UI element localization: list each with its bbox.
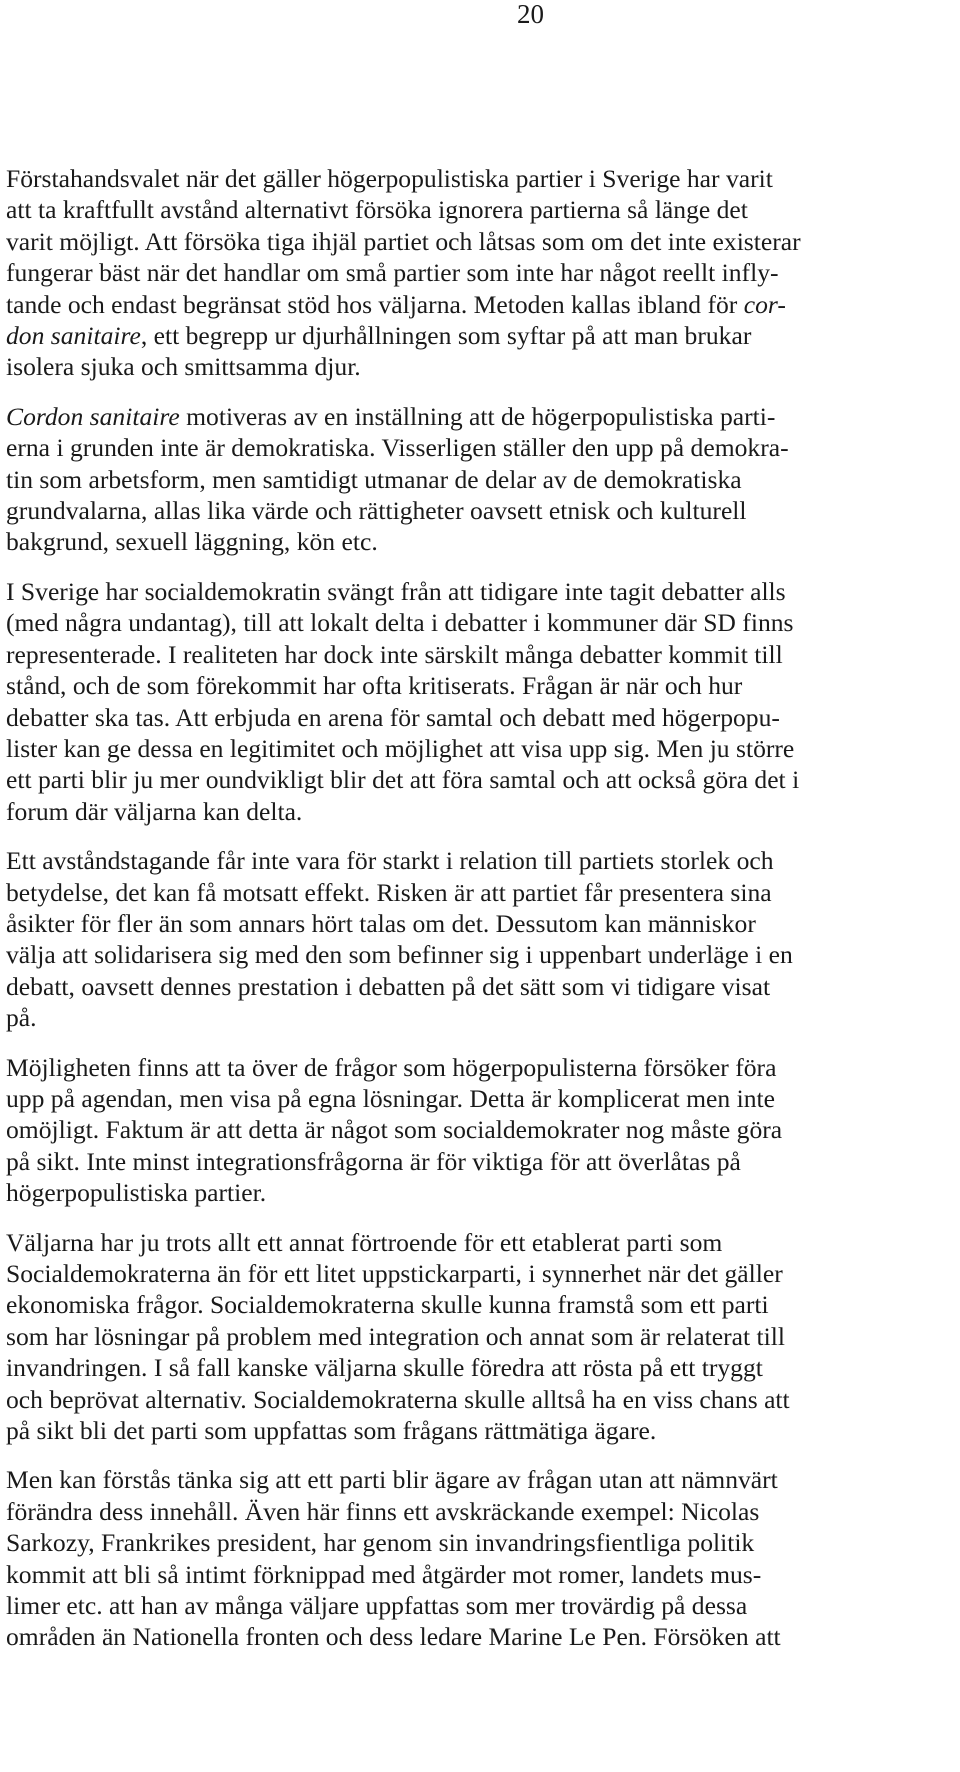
text-line (6, 1384, 950, 1415)
text-segment: att ta kraftfullt avstånd alternativt försöka ignorera partierna så länge det (6, 195, 748, 225)
text-line (6, 1289, 950, 1320)
text-segment: på. (6, 1003, 37, 1033)
text-line (6, 495, 950, 526)
text-line (6, 526, 950, 557)
text-segment: Men kan förstås tänka sig att ett parti blir ägare av frågan utan att nämnvärt (6, 1465, 778, 1495)
text-segment: områden än Nationella fronten och dess ledare Marine Le Pen. Försöken att (6, 1622, 781, 1652)
text-line (6, 1527, 950, 1558)
paragraph (6, 1227, 950, 1447)
text-line (6, 1559, 950, 1590)
text-segment: välja att solidarisera sig med den som befinner sig i uppenbart underläge i en (6, 940, 793, 970)
paragraph (6, 163, 950, 383)
text-line (6, 639, 950, 670)
text-segment: på sikt bli det parti som uppfattas som frågans rättmätiga ägare. (6, 1416, 657, 1446)
text-segment: grundvalarna, allas lika värde och rättigheter oavsett etnisk och kulturell (6, 496, 747, 526)
text-line (6, 351, 950, 382)
text-line (6, 1415, 950, 1446)
text-segment: limer etc. att han av många väljare uppfattas som mer trovärdig på dessa (6, 1591, 748, 1621)
text-line (6, 670, 950, 701)
text-line (6, 1590, 950, 1621)
text-line (6, 432, 950, 463)
paragraph (6, 1464, 950, 1652)
text-line (6, 877, 950, 908)
text-segment: tande och endast begränsat stöd hos väljarna. Metoden kallas ibland för (6, 289, 744, 319)
text-line (6, 1146, 950, 1177)
text-line (6, 257, 950, 288)
text-segment: debatter ska tas. Att erbjuda en arena för samtal och debatt med högerpopu- (6, 702, 780, 732)
text-segment: motiveras av en inställning att de högerpopulistiska parti- (179, 401, 776, 431)
text-segment: och beprövat alternativ. Socialdemokraterna skulle alltså ha en viss chans att (6, 1384, 790, 1414)
text-line (6, 764, 950, 795)
text-segment: som har lösningar på problem med integration och annat som är relaterat till (6, 1321, 785, 1351)
text-segment: tin som arbetsform, men samtidigt utmanar de delar av de demokratiska (6, 464, 742, 494)
italic-term: cor- (743, 289, 786, 319)
text-line (6, 1114, 950, 1145)
text-line (6, 464, 950, 495)
text-line (6, 796, 950, 827)
paragraph (6, 1052, 950, 1209)
text-segment: , ett begrepp ur djurhållningen som syftar på att man brukar (140, 321, 752, 351)
text-segment: Sarkozy, Frankrikes president, har genom sin invandringsfientliga politik (6, 1528, 755, 1558)
text-line (6, 576, 950, 607)
text-segment: ekonomiska frågor. Socialdemokraterna skulle kunna framstå som ett parti (6, 1290, 769, 1320)
text-line (6, 1177, 950, 1208)
text-line (6, 194, 950, 225)
text-segment: (med några undantag), till att lokalt delta i debatter i kommuner där SD finns (6, 608, 794, 638)
text-segment: åsikter för fler än som annars hört talas om det. Dessutom kan människor (6, 908, 756, 938)
paragraph (6, 845, 950, 1033)
paragraph (6, 401, 950, 558)
text-segment: ett parti blir ju mer oundvikligt blir det att föra samtal och att också göra det i (6, 765, 800, 795)
text-line (6, 1464, 950, 1495)
italic-term: Cordon sanitaire (6, 401, 180, 431)
text-segment: fungerar bäst när det handlar om små partier som inte har något reellt infly- (6, 258, 779, 288)
text-line (6, 908, 950, 939)
text-line (6, 845, 950, 876)
text-line (6, 733, 950, 764)
text-line (6, 1321, 950, 1352)
text-segment: lister kan ge dessa en legitimitet och möjlighet att visa upp sig. Men ju större (6, 733, 795, 763)
text-line (6, 1002, 950, 1033)
document-body (6, 163, 950, 1671)
text-line (6, 939, 950, 970)
text-segment: Väljarna har ju trots allt ett annat förtroende för ett etablerat parti som (6, 1227, 723, 1257)
paragraph (6, 576, 950, 827)
text-line (6, 1352, 950, 1383)
text-segment: förändra dess innehåll. Även här finns ett avskräckande exempel: Nicolas (6, 1496, 760, 1526)
text-line (6, 289, 950, 320)
text-line (6, 226, 950, 257)
text-segment: på sikt. Inte minst integrationsfrågorna är för viktiga för att överlåtas på (6, 1146, 741, 1176)
text-segment: I Sverige har socialdemokratin svängt från att tidigare inte tagit debatter alls (6, 576, 786, 606)
text-segment: bakgrund, sexuell läggning, kön etc. (6, 527, 378, 557)
text-segment: högerpopulistiska partier. (6, 1178, 267, 1208)
text-line (6, 1258, 950, 1289)
text-segment: varit möjligt. Att försöka tiga ihjäl partiet och låtsas som om det inte existerar (6, 226, 801, 256)
text-segment: Socialdemokraterna än för ett litet uppstickarparti, i synnerhet när det gäller (6, 1259, 783, 1288)
text-segment: omöjligt. Faktum är att detta är något som socialdemokrater nog måste göra (6, 1115, 783, 1145)
text-line (6, 607, 950, 638)
text-segment: debatt, oavsett dennes prestation i debatten på det sätt som vi tidigare visat (6, 971, 771, 1001)
italic-term: don sanitaire (6, 321, 141, 351)
text-line (6, 1496, 950, 1527)
text-line (6, 163, 950, 194)
text-segment: kommit att bli så intimt förknippad med åtgärder mot romer, landets mus- (6, 1559, 762, 1589)
page-number: 20 (517, 0, 544, 29)
text-segment: Möjligheten finns att ta över de frågor som högerpopulisterna försöker föra (6, 1052, 777, 1082)
text-line (6, 401, 950, 432)
text-line (6, 1227, 950, 1258)
text-segment: betydelse, det kan få motsatt effekt. Risken är att partiet får presentera sina (6, 877, 772, 907)
text-line (6, 1052, 950, 1083)
text-line (6, 320, 950, 351)
text-segment: upp på agendan, men visa på egna lösningar. Detta är komplicerat men inte (6, 1083, 775, 1113)
text-line (6, 1083, 950, 1114)
text-segment: erna i grunden inte är demokratiska. Visserligen ställer den upp på demokra- (6, 433, 789, 463)
text-segment: isolera sjuka och smittsamma djur. (6, 352, 361, 382)
text-line (6, 971, 950, 1002)
text-segment: forum där väljarna kan delta. (6, 796, 303, 826)
text-segment: Ett avståndstagande får inte vara för starkt i relation till partiets storlek och (6, 846, 774, 876)
text-segment: invandringen. I så fall kanske väljarna skulle föredra att rösta på ett tryggt (6, 1353, 763, 1383)
text-segment: representerade. I realiteten har dock inte särskilt många debatter kommit till (6, 639, 783, 669)
text-line (6, 702, 950, 733)
text-segment: Förstahandsvalet när det gäller högerpopulistiska partier i Sverige har varit (6, 164, 773, 193)
text-line (6, 1621, 950, 1652)
text-segment: stånd, och de som förekommit har ofta kritiserats. Frågan är när och hur (6, 671, 743, 701)
